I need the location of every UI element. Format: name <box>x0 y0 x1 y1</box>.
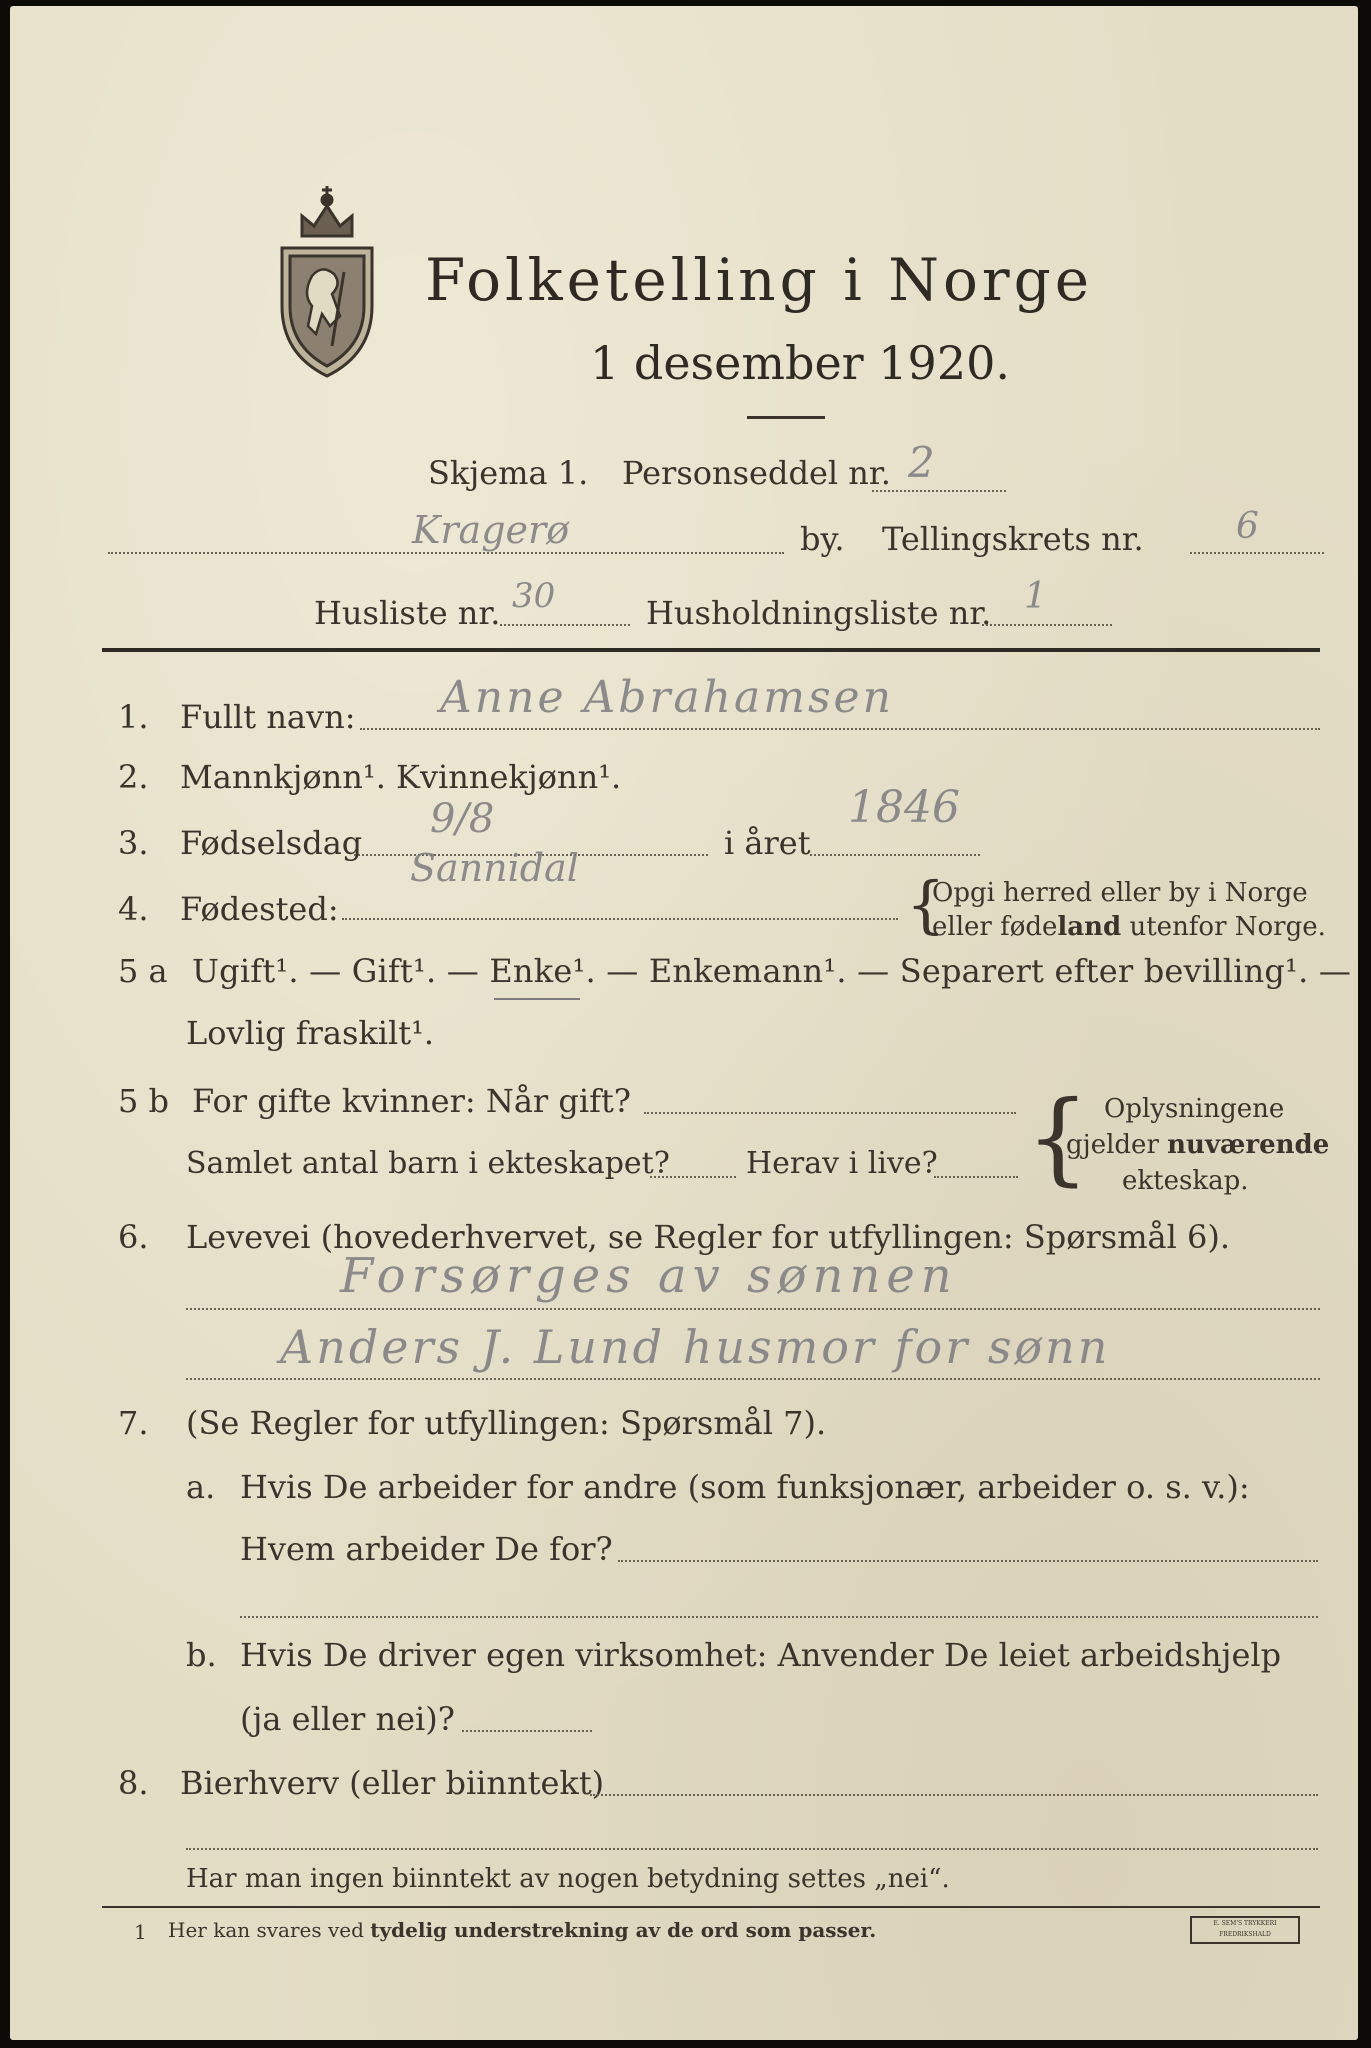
personseddel-label: Personseddel nr. <box>622 454 891 492</box>
tellingskrets-value: 6 <box>1236 506 1259 547</box>
q5a-options: Ugift¹. — Gift¹. — Enke¹. — Enkemann¹. — Separert efter bevilling¹. — <box>192 952 1352 990</box>
husliste-value: 30 <box>512 576 556 616</box>
q7b-question: (ja eller nei)? <box>240 1700 455 1738</box>
footnote-mark: 1 <box>134 1920 147 1944</box>
q5a-options-line2: Lovlig fraskilt¹. <box>186 1014 435 1052</box>
husliste-field[interactable] <box>500 624 630 626</box>
census-form <box>10 6 1358 2040</box>
husliste-label: Husliste nr. <box>314 594 501 632</box>
full-name-value: Anne Abrahamsen <box>440 672 894 723</box>
q6-number: 6. <box>118 1218 149 1256</box>
tellingskrets-label: Tellingskrets nr. <box>882 520 1144 558</box>
enke-underline <box>494 998 580 1000</box>
q7b-letter: b. <box>186 1636 217 1674</box>
q2-number: 2. <box>118 758 149 796</box>
hired-help-field[interactable] <box>462 1730 592 1732</box>
q5b-alive-label: Herav i live? <box>746 1146 938 1181</box>
q7a-question: Hvem arbeider De for? <box>240 1530 613 1568</box>
by-label: by. <box>800 520 845 558</box>
side-income-field[interactable] <box>590 1794 1318 1796</box>
husholdningsliste-value: 1 <box>1024 576 1047 617</box>
birth-year-field[interactable] <box>810 854 980 856</box>
q4-note-line1: Opgi herred eller by i Norge <box>932 878 1308 908</box>
form-title: Folketelling i Norge <box>425 246 1094 314</box>
birthday-value: 9/8 <box>430 796 495 842</box>
children-alive-field[interactable] <box>934 1176 1018 1178</box>
printer-mark: E. SEM'S TRYKKERI FREDRIKSHALD <box>1190 1916 1300 1944</box>
husholdningsliste-label: Husholdningsliste nr. <box>646 594 992 632</box>
occupation-answer-line2: Anders J. Lund husmor for sønn <box>280 1320 1111 1374</box>
q3-number: 3. <box>118 824 149 862</box>
q5b-children-label: Samlet antal barn i ekteskapet? <box>186 1146 670 1181</box>
children-total-field[interactable] <box>650 1176 736 1178</box>
by-field[interactable] <box>108 552 784 554</box>
title-divider <box>747 416 825 419</box>
birthplace-field[interactable] <box>342 918 898 920</box>
coat-of-arms-icon <box>272 176 382 386</box>
birth-year-value: 1846 <box>848 782 960 833</box>
q8-number: 8. <box>118 1764 149 1802</box>
q4-number: 4. <box>118 890 149 928</box>
occupation-field-line2[interactable] <box>186 1378 1320 1380</box>
side-income-field-line2[interactable] <box>186 1848 1318 1850</box>
occupation-field-line1[interactable] <box>186 1308 1320 1310</box>
employer-field-line2[interactable] <box>240 1616 1318 1618</box>
census-date: 1 desember 1920. <box>590 336 1010 390</box>
q7-label: (Se Regler for utfyllingen: Spørsmål 7). <box>186 1404 827 1442</box>
q4-note-line2: eller fødeland utenfor Norge. <box>932 912 1326 942</box>
skjema-label: Skjema 1. <box>428 454 589 492</box>
q5b-brace: { <box>1026 1079 1090 1196</box>
personseddel-field[interactable] <box>872 490 1006 492</box>
q6-label: Levevei (hovederhvervet, se Regler for utfyllingen: Spørsmål 6). <box>186 1218 1231 1256</box>
q7-number: 7. <box>118 1404 149 1442</box>
q2-label: Mannkjønn¹. Kvinnekjønn¹. <box>180 758 622 796</box>
employer-field[interactable] <box>618 1560 1318 1562</box>
q7a-letter: a. <box>186 1468 216 1506</box>
q5b-note1: Oplysningene <box>1104 1094 1285 1124</box>
q7a-text: Hvis De arbeider for andre (som funksjonær, arbeider o. s. v.): <box>240 1468 1250 1506</box>
husholdningsliste-field[interactable] <box>982 624 1112 626</box>
q3-year-label: i året <box>724 824 811 862</box>
full-name-field[interactable] <box>360 728 1320 730</box>
q1-label: Fullt navn: <box>180 698 356 736</box>
birthplace-value: Sannidal <box>410 846 579 890</box>
footnote-text: Her kan svares ved tydelig understrekning av de ord som passer. <box>168 1918 877 1942</box>
q5b-note3: ekteskap. <box>1122 1166 1249 1196</box>
when-married-field[interactable] <box>644 1112 1016 1114</box>
q5b-line1: For gifte kvinner: Når gift? <box>192 1082 631 1120</box>
q4-label: Fødested: <box>180 890 339 928</box>
q3-label: Fødselsdag <box>180 824 363 862</box>
by-value: Kragerø <box>412 508 570 552</box>
q8-label: Bierhverv (eller biinntekt) <box>180 1764 605 1802</box>
q8-note: Har man ingen biinntekt av nogen betydning settes „nei“. <box>186 1864 950 1894</box>
q5b-number: 5 b <box>118 1082 170 1120</box>
q5a-number: 5 a <box>118 952 168 990</box>
q5b-note2: gjelder nuværende <box>1066 1130 1330 1160</box>
q4-brace: { <box>906 868 946 941</box>
occupation-answer-line1: Forsørges av sønnen <box>340 1248 958 1304</box>
footer-divider <box>102 1906 1320 1908</box>
q7b-text: Hvis De driver egen virksomhet: Anvender De leiet arbeidshjelp <box>240 1636 1282 1674</box>
personseddel-value: 2 <box>908 438 935 487</box>
tellingskrets-field[interactable] <box>1190 552 1324 554</box>
q1-number: 1. <box>118 698 149 736</box>
section-divider <box>102 648 1320 652</box>
